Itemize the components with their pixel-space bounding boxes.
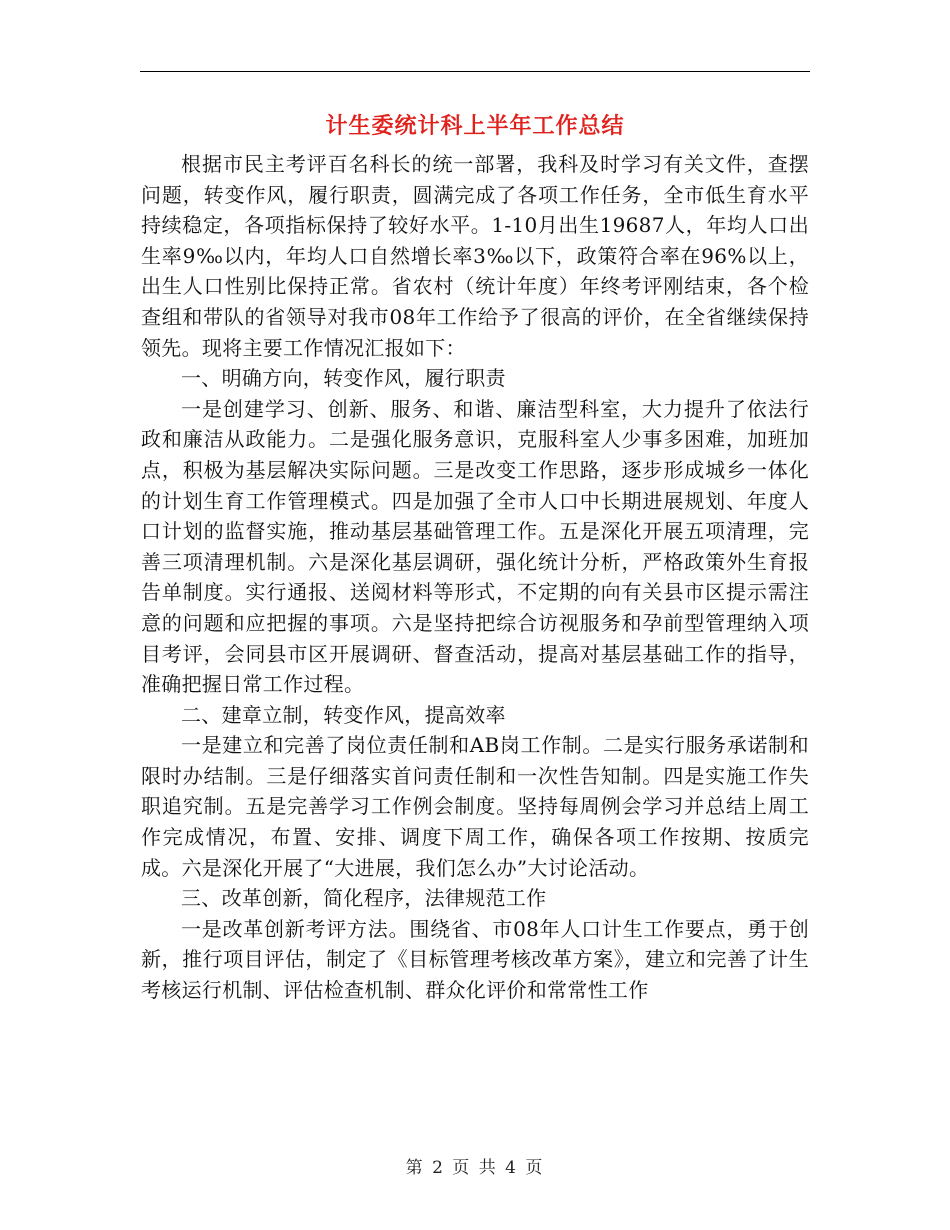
section-heading-1: 一、明确方向，转变作风，履行职责 [181, 366, 506, 391]
header-rule [140, 71, 810, 72]
section-heading-3: 三、改革创新，简化程序，法律规范工作 [181, 886, 547, 911]
section-3-paragraph: 一是改革创新考评方法。围绕省、市08年人口计生工作要点，勇于创新，推行项目评估，制定了《目标管理考核改革方案》，建立和完善了计生考核运行机制、评估检查机制、群众化评价和常常性工作 [141, 916, 809, 1003]
section-2-paragraph: 一是建立和完善了岗位责任制和AB岗工作制。二是实行服务承诺制和限时办结制。三是仔细落实首问责任制和一次性告知制。四是实施工作失职追究制。五是完善学习工作例会制度。坚持每周例会学习并总结上周工作完成情况，布置、安排、调度下周工作，确保各项工作按期、按质完成。六是深化开展了“大进展，我们怎么办”大讨论活动。 [141, 733, 809, 880]
document-body [141, 149, 809, 1006]
page-number-footer: 第 2 页 共 4 页 [405, 1158, 545, 1178]
section-1-paragraph: 一是创建学习、创新、服务、和谐、廉洁型科室，大力提升了依法行政和廉洁从政能力。二是强化服务意识，克服科室人少事多困难，加班加点，积极为基层解决实际问题。三是改变工作思路，逐步形成城乡一体化的计划生育工作管理模式。四是加强了全市人口中长期进展规划、年度人口计划的监督实施，推动基层基础管理工作。五是深化开展五项清理，完善三项清理机制。六是深化基层调研，强化统计分析，严格政策外生育报告单制度。实行通报、送阅材料等形式，不定期的向有关县市区提示需注意的问题和应把握的事项。六是坚持把综合访视服务和孕前型管理纳入项目考评，会同县市区开展调研、督查活动，提高对基层基础工作的指导，准确把握日常工作过程。 [141, 396, 809, 697]
document-title: 计生委统计科上半年工作总结 [325, 113, 625, 139]
section-heading-2: 二、建章立制，转变作风，提高效率 [181, 702, 506, 727]
intro-paragraph: 根据市民主考评百名科长的统一部署，我科及时学习有关文件，查摆问题，转变作风，履行职责，圆满完成了各项工作任务，全市低生育水平持续稳定，各项指标保持了较好水平。1-10月出生19687人，年均人口出生率9‰以内，年均人口自然增长率3‰以下，政策符合率在96%以上，出生人口性别比保持正常。省农村（统计年度）年终考评刚结束，各个检查组和带队的省领导对我市08年工作给予了很高的评价，在全省继续保持领先。现将主要工作情况汇报如下： [141, 152, 809, 360]
